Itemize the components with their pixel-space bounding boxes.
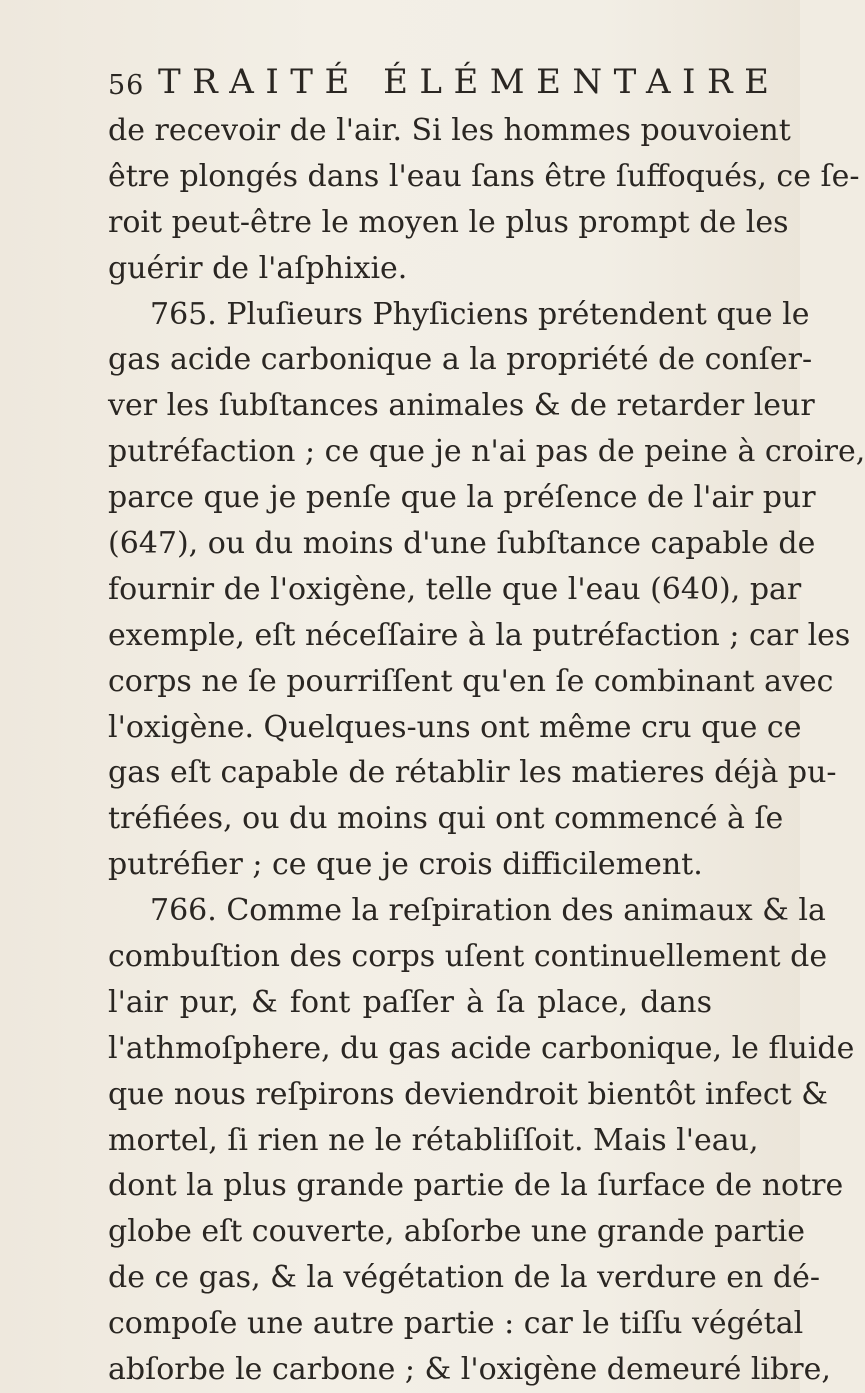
- text-line: parce que je penſe que la préſence de l'air pur: [108, 480, 816, 516]
- body-text: [108, 108, 865, 1393]
- text-line: l'air pur, & font paſſer à ſa place, dans: [108, 984, 712, 1020]
- running-title: TRAITÉ ÉLÉMENTAIRE: [158, 62, 781, 102]
- text-line: roit peut-être le moyen le plus prompt de les: [108, 204, 789, 240]
- page-header: [0, 58, 800, 102]
- text-line: exemple, eſt néceſſaire à la putréfaction ; car les: [108, 617, 851, 653]
- text-line: que nous reſpirons deviendroit bientôt infect &: [108, 1076, 828, 1112]
- text-line: putréfier ; ce que je crois difficilement.: [108, 847, 703, 883]
- text-line: (647), ou du moins d'une ſubſtance capable de: [108, 526, 816, 562]
- text-line: gas eſt capable de rétablir les matieres déjà pu-: [108, 755, 837, 791]
- text-line: l'oxigène. Quelques-uns ont même cru que ce: [108, 709, 802, 745]
- text-line: globe eſt couverte, abſorbe une grande partie: [108, 1214, 806, 1250]
- text-line: gas acide carbonique a la propriété de conſer-: [108, 342, 813, 378]
- text-line: tréfiées, ou du moins qui ont commencé à ſe: [108, 801, 784, 837]
- text-line: combuſtion des corps uſent continuellement de: [108, 939, 828, 975]
- paragraph-765-start: 765. Pluſieurs Phyſiciens prétendent que le: [150, 296, 810, 332]
- text-line: mortel, ſi rien ne le rétabliſſoit. Mais l'eau,: [108, 1122, 759, 1158]
- text-line: corps ne ſe pourriſſent qu'en ſe combinant avec: [108, 663, 834, 699]
- text-line: guérir de l'aſphixie.: [108, 250, 408, 286]
- text-line: dont la plus grande partie de la ſurface de notre: [108, 1168, 844, 1204]
- text-line: de recevoir de l'air. Si les hommes pouvoient: [108, 113, 791, 148]
- text-line: putréfaction ; ce que je n'ai pas de peine à croire,: [108, 434, 865, 470]
- text-line: être plongés dans l'eau ſans être ſuffoqués, ce ſe-: [108, 158, 860, 194]
- text-line: fournir de l'oxigène, telle que l'eau (640), par: [108, 571, 802, 607]
- text-line: ver les ſubſtances animales & de retarder leur: [108, 388, 815, 424]
- text-line: abſorbe le carbone ; & l'oxigène demeuré libre,: [108, 1352, 831, 1388]
- text-line: de ce gas, & la végétation de la verdure en dé-: [108, 1260, 820, 1296]
- text-line: compoſe une autre partie : car le tiſſu végétal: [108, 1306, 804, 1342]
- text-line: l'athmoſphere, du gas acide carbonique, le fluide: [108, 1030, 855, 1066]
- page-number: 56: [108, 70, 145, 101]
- paragraph-766-start: 766. Comme la reſpiration des animaux & la: [150, 893, 826, 929]
